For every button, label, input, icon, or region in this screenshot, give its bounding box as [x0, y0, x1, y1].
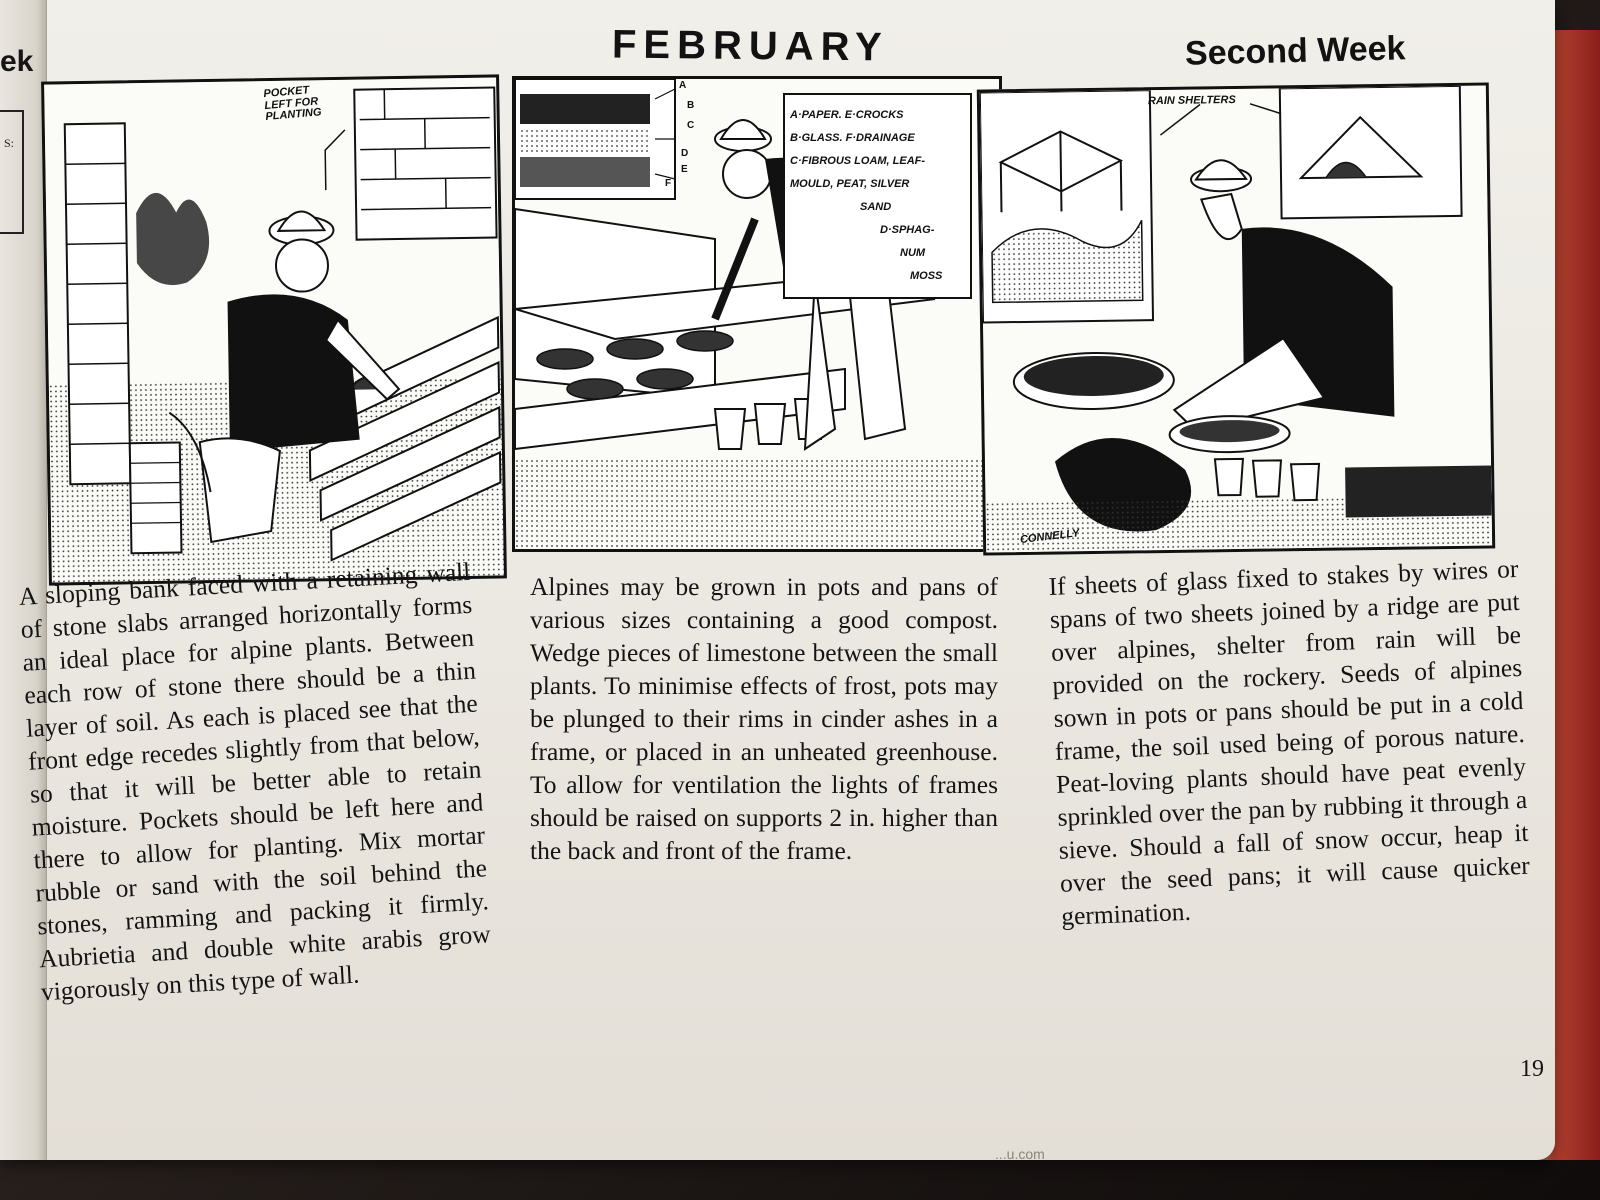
letter-a-label: A — [679, 80, 687, 91]
page-number: 19 — [1520, 1056, 1544, 1082]
month-heading: FEBRUARY — [611, 22, 889, 70]
key-line-5: SAND — [860, 200, 892, 213]
key-line-6: D·SPHAG- — [880, 224, 935, 237]
week-heading: Second Week — [1184, 29, 1406, 73]
letter-f-label: F — [665, 178, 672, 189]
key-line-2: B·GLASS. F·DRAINAGE — [790, 131, 915, 144]
key-line-3: C·FIBROUS LOAM, LEAF- — [790, 154, 926, 167]
watermark-text: ...u.com — [995, 1146, 1045, 1162]
key-line-1: A·PAPER. E·CROCKS — [790, 108, 904, 121]
previous-page-text-fragment: S: — [4, 136, 15, 150]
previous-page-heading-fragment: ek — [0, 45, 34, 78]
letter-c-label: C — [687, 120, 695, 131]
key-line-4: MOULD, PEAT, SILVER — [790, 177, 910, 190]
rain-shelters-drawing — [980, 85, 1492, 552]
artist-signature: CONNELLY — [1019, 527, 1081, 547]
compost-key-legend — [783, 93, 972, 299]
illustration-rain-shelters — [977, 82, 1495, 555]
text-column-3: If sheets of glass fixed to stakes by wires or spans of two sheets joined by a ridge are put over alpines, shelter from rain will be provided on the rockery. Seeds of alpines sown in pots or pans should be put in a cold frame, the soil used being of porous nature. Peat-loving plants should have peat evenly sprinkled over the pan by rubbing it through a sieve. Should a fall of snow occur, heap it over the seed pans; it will cause quicker germination. — [1048, 553, 1531, 931]
stone-wall-drawing — [44, 77, 504, 582]
letter-e-label: E — [681, 164, 688, 175]
rain-shelters-label: RAIN SHELTERS — [1147, 93, 1236, 108]
text-column-2: Alpines may be grown in pots and pans of various sizes containing a good compost. Wedge pieces of limestone between the small plants. To minimise effects of frost, pots may be plunged to their rims in cinder ashes in a frame, or placed in an unheated greenhouse. To allow for ventilation the lights of frames should be raised on supports 2 in. higher than the back and front of the frame. — [530, 572, 998, 865]
previous-page-box — [0, 110, 24, 234]
key-line-7: NUM — [900, 247, 926, 260]
pocket-for-planting-label: POCKET LEFT FOR PLANTING — [262, 84, 323, 124]
letter-d-label: D — [681, 148, 689, 159]
illustration-stone-wall — [41, 74, 507, 585]
illustration-cold-frame — [512, 76, 1002, 552]
key-line-8: MOSS — [910, 270, 943, 283]
letter-b-label: B — [687, 100, 695, 111]
text-column-1: A sloping bank faced with a retaining wall of stone slabs arranged horizontally forms an ideal place for alpine plants. Between each row of stone there should be a thin layer of soil. As each is placed see that the front edge recedes slightly from that below, so that it will be better able to retain moisture. Pockets should be left here and there to allow for planting. Mix mortar rubble or sand with the soil behind the stones, ramming and packing it firmly. Aubrietia and double white arabis grow vigorously on this type of wall. — [18, 556, 492, 1007]
